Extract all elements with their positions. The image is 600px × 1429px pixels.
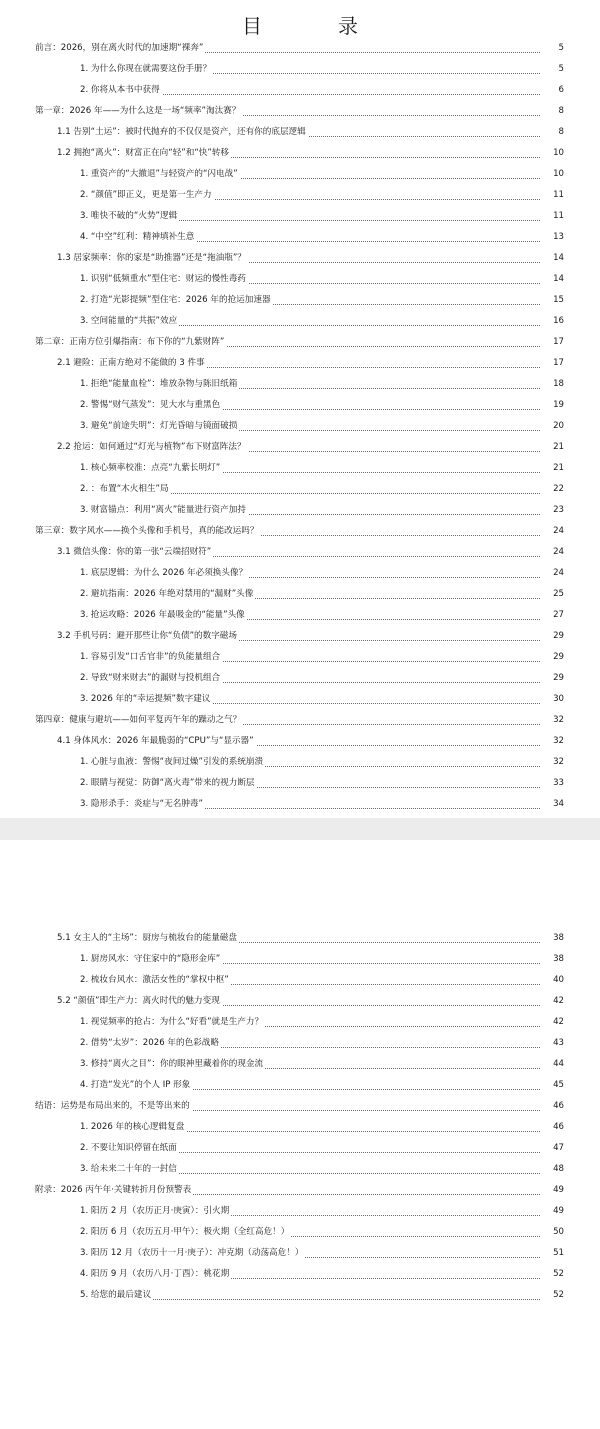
toc-entry-title: 第四章：健康与避坑——如何平复丙午年的躁动之气？ xyxy=(35,710,243,731)
toc-entry-title: 2. ：布置“木火相生”局 xyxy=(80,479,171,500)
toc-subsection-entry[interactable] xyxy=(0,500,600,521)
toc-page-number: 17 xyxy=(540,332,564,353)
toc-chapter-entry[interactable] xyxy=(0,101,600,122)
toc-entry-title: 2. 不要让知识停留在纸面 xyxy=(80,1138,179,1159)
toc-page-number: 51 xyxy=(540,1243,564,1264)
toc-subsection-entry[interactable] xyxy=(0,1222,600,1243)
toc-subsection-entry[interactable] xyxy=(0,1054,600,1075)
toc-entry-title: 2. 眼睛与视觉：防御“离火毒”带来的视力断层 xyxy=(80,773,257,794)
toc-page-number: 49 xyxy=(540,1201,564,1222)
toc-subsection-entry[interactable] xyxy=(0,1033,600,1054)
toc-entry-title: 3. 给未来二十年的一封信 xyxy=(80,1159,179,1180)
toc-page-number: 24 xyxy=(540,542,564,563)
toc-page-number: 32 xyxy=(540,710,564,731)
toc-entry-title: 3. 抢运攻略：2026 年最吸金的“能量”头像 xyxy=(80,605,247,626)
toc-page-number: 42 xyxy=(540,991,564,1012)
toc-page-number: 24 xyxy=(540,521,564,542)
toc-page-number: 24 xyxy=(540,563,564,584)
toc-page-number: 27 xyxy=(540,605,564,626)
toc-entry-title: 1. 2026 年的核心逻辑复盘 xyxy=(80,1117,186,1138)
toc-entry-title: 第二章：正南方位引爆指南：布下你的“九紫财阵” xyxy=(35,332,226,353)
page-gap xyxy=(0,818,600,840)
toc-entry-title: 1.3 居家频率：你的家是“助推器”还是“拖油瓶”？ xyxy=(57,248,248,269)
toc-section-entry[interactable] xyxy=(0,143,600,164)
toc-subsection-entry[interactable] xyxy=(0,1138,600,1159)
toc-title: 目 录 xyxy=(242,14,386,38)
toc-entry-title: 1. 阳历 2 月（农历正月·庚寅）：引火期 xyxy=(80,1201,231,1222)
toc-subsection-entry[interactable] xyxy=(0,584,600,605)
toc-page-number: 52 xyxy=(540,1264,564,1285)
toc-entry-title: 1.1 告别“土运”：被时代抛弃的不仅仅是资产，还有你的底层逻辑 xyxy=(57,122,308,143)
toc-chapter-entry[interactable] xyxy=(0,521,600,542)
toc-page-number: 49 xyxy=(540,1180,564,1201)
toc-page-number: 22 xyxy=(540,479,564,500)
toc-entry-title: 4. “中空”红利：精神填补生意 xyxy=(80,227,196,248)
toc-subsection-entry[interactable] xyxy=(0,605,600,626)
toc-page-number: 44 xyxy=(540,1054,564,1075)
toc-page-number: 29 xyxy=(540,668,564,689)
toc-subsection-entry[interactable] xyxy=(0,80,600,101)
toc-subsection-entry[interactable] xyxy=(0,416,600,437)
toc-section-entry[interactable] xyxy=(0,353,600,374)
toc-page-number: 23 xyxy=(540,500,564,521)
toc-subsection-entry[interactable] xyxy=(0,752,600,773)
toc-chapter-entry[interactable] xyxy=(0,710,600,731)
toc-page-number: 42 xyxy=(540,1012,564,1033)
toc-subsection-entry[interactable] xyxy=(0,773,600,794)
toc-subsection-entry[interactable] xyxy=(0,1243,600,1264)
toc-page-number: 50 xyxy=(540,1222,564,1243)
toc-page-number: 20 xyxy=(540,416,564,437)
toc-chapter-entry[interactable] xyxy=(0,38,600,59)
toc-page-number: 11 xyxy=(540,185,564,206)
toc-entry-title: 附录：2026 丙午年·关键转折月份预警表 xyxy=(35,1180,193,1201)
toc-page-number: 32 xyxy=(540,752,564,773)
toc-page-number: 19 xyxy=(540,395,564,416)
toc-subsection-entry[interactable] xyxy=(0,164,600,185)
toc-entry-title: 3. 修持“离火之目”：你的眼神里藏着你的现金流 xyxy=(80,1054,265,1075)
toc-entry-title: 3. 2026 年的“幸运提频”数字建议 xyxy=(80,689,212,710)
toc-page-number: 40 xyxy=(540,970,564,991)
toc-page-number: 29 xyxy=(540,626,564,647)
toc-page-number: 11 xyxy=(540,206,564,227)
toc-section-entry[interactable] xyxy=(0,731,600,752)
toc-page-number: 38 xyxy=(540,928,564,949)
toc-subsection-entry[interactable] xyxy=(0,458,600,479)
toc-section-entry[interactable] xyxy=(0,991,600,1012)
toc-entry-title: 4. 阳历 9 月（农历八月·丁酉）：桃花期 xyxy=(80,1264,231,1285)
toc-page-number: 46 xyxy=(540,1096,564,1117)
toc-entry-title: 1. 视觉频率的抢占：为什么“好看”就是生产力？ xyxy=(80,1012,265,1033)
toc-entry-title: 2. 避坑指南：2026 年绝对禁用的“漏财”头像 xyxy=(80,584,255,605)
toc-page-number: 46 xyxy=(540,1117,564,1138)
toc-entry-title: 3. 避免“前途失明”：灯光昏暗与镜面破损 xyxy=(80,416,239,437)
toc-entry-title: 第三章：数字风水——换个头像和手机号，真的能改运吗？ xyxy=(35,521,260,542)
toc-page-number: 45 xyxy=(540,1075,564,1096)
toc-subsection-entry[interactable] xyxy=(0,374,600,395)
toc-page-number: 8 xyxy=(540,101,564,122)
toc-subsection-entry[interactable] xyxy=(0,668,600,689)
toc-page-number: 21 xyxy=(540,458,564,479)
toc-subsection-entry[interactable] xyxy=(0,1201,600,1222)
toc-subsection-entry[interactable] xyxy=(0,395,600,416)
toc-page-number: 43 xyxy=(540,1033,564,1054)
toc-entry-title: 2. 梳妆台风水：激活女性的“掌权中枢” xyxy=(80,970,231,991)
toc-page-number: 14 xyxy=(540,269,564,290)
toc-page-number: 17 xyxy=(540,353,564,374)
toc-page-number: 16 xyxy=(540,311,564,332)
toc-subsection-entry[interactable] xyxy=(0,794,600,815)
toc-subsection-entry[interactable] xyxy=(0,290,600,311)
toc-entry-title: 3. 空间能量的“共振”效应 xyxy=(80,311,179,332)
toc-chapter-entry[interactable] xyxy=(0,332,600,353)
toc-page-number: 30 xyxy=(540,689,564,710)
toc-entry-title: 第一章：2026 年——为什么这是一场“频率”淘汰赛？ xyxy=(35,101,242,122)
toc-entry-title: 1. 心脏与血液：警惕“夜间过燥”引发的系统崩溃 xyxy=(80,752,265,773)
toc-subsection-entry[interactable] xyxy=(0,59,600,80)
toc-entry-title: 3.2 手机号码：避开那些让你“负债”的数字磁场 xyxy=(57,626,239,647)
toc-page-number: 47 xyxy=(540,1138,564,1159)
toc-entry-title: 2. 警惕“财气蒸发”：见大水与重黑色 xyxy=(80,395,222,416)
toc-page-number: 52 xyxy=(540,1285,564,1306)
toc-subsection-entry[interactable] xyxy=(0,647,600,668)
toc-subsection-entry[interactable] xyxy=(0,1159,600,1180)
toc-entry-title: 2. “颜值”即正义，更是第一生产力 xyxy=(80,185,214,206)
toc-entry-title: 3.1 微信头像：你的第一张“云端招财符” xyxy=(57,542,213,563)
toc-entry-title: 前言：2026，别在离火时代的加速期“裸奔” xyxy=(35,38,205,59)
toc-entry-title: 3. 阳历 12 月（农历十一月·庚子）：冲克期（动荡高危！） xyxy=(80,1243,305,1264)
toc-subsection-entry[interactable] xyxy=(0,563,600,584)
toc-subsection-entry[interactable] xyxy=(0,311,600,332)
toc-subsection-entry[interactable] xyxy=(0,1075,600,1096)
toc-page-number: 38 xyxy=(540,949,564,970)
toc-entry-title: 1. 识别“低频重水”型住宅：财运的慢性毒药 xyxy=(80,269,248,290)
toc-subsection-entry[interactable] xyxy=(0,206,600,227)
toc-chapter-entry[interactable] xyxy=(0,1096,600,1117)
toc-page-number: 6 xyxy=(540,80,564,101)
toc-entry-title: 3. 财富锚点：利用“离火”能量进行资产加持 xyxy=(80,500,248,521)
toc-page-number: 29 xyxy=(540,647,564,668)
toc-page-number: 5 xyxy=(540,38,564,59)
toc-section-entry[interactable] xyxy=(0,437,600,458)
toc-page-number: 13 xyxy=(540,227,564,248)
toc-section-entry[interactable] xyxy=(0,542,600,563)
toc-page-number: 5 xyxy=(540,59,564,80)
toc-section-entry[interactable] xyxy=(0,122,600,143)
toc-page-number: 10 xyxy=(540,143,564,164)
toc-entry-title: 2. 打造“光影提频”型住宅：2026 年的抢运加速器 xyxy=(80,290,273,311)
toc-subsection-entry[interactable] xyxy=(0,949,600,970)
toc-entry-title: 4. 打造“发光”的个人 IP 形象 xyxy=(80,1075,192,1096)
toc-entry-title: 1. 重资产的“大撤退”与轻资产的“闪电战” xyxy=(80,164,240,185)
toc-page-number: 25 xyxy=(540,584,564,605)
toc-subsection-entry[interactable] xyxy=(0,1012,600,1033)
toc-section-entry[interactable] xyxy=(0,248,600,269)
toc-entry-title: 1. 底层逻辑：为什么 2026 年必须换头像？ xyxy=(80,563,249,584)
toc-entry-title: 1. 拒绝“能量血栓”：堆放杂物与陈旧纸箱 xyxy=(80,374,239,395)
toc-page-number: 48 xyxy=(540,1159,564,1180)
toc-entry-title: 结语：运势是布局出来的，不是等出来的 xyxy=(35,1096,192,1117)
toc-list xyxy=(0,38,600,920)
toc-entry-title: 1. 核心频率校准：点亮“九紫长明灯” xyxy=(80,458,222,479)
toc-entry-title: 1. 厨房风水：守住家中的“隐形金库” xyxy=(80,949,222,970)
toc-subsection-entry[interactable] xyxy=(0,269,600,290)
toc-entry-title: 2. 阳历 6 月（农历五月·甲午）：极火期（全红高危！） xyxy=(80,1222,291,1243)
toc-subsection-entry[interactable] xyxy=(0,479,600,500)
toc-chapter-entry[interactable] xyxy=(0,1180,600,1201)
toc-page-number: 18 xyxy=(540,374,564,395)
toc-page-number: 8 xyxy=(540,122,564,143)
toc-page-number: 21 xyxy=(540,437,564,458)
toc-subsection-entry[interactable] xyxy=(0,1264,600,1285)
toc-section-entry[interactable] xyxy=(0,626,600,647)
toc-page-number: 15 xyxy=(540,290,564,311)
toc-subsection-entry[interactable] xyxy=(0,970,600,991)
toc-entry-title: 1. 为什么你现在就需要这份手册？ xyxy=(80,59,213,80)
toc-entry-title: 4.1 身体风水：2026 年最脆弱的“CPU”与“显示器” xyxy=(57,731,256,752)
toc-entry-title: 2.2 抢运：如何通过“灯光与植物”布下财富阵法？ xyxy=(57,437,248,458)
toc-entry-title: 3. 唯快不破的“火势”逻辑 xyxy=(80,206,179,227)
toc-entry-title: 1.2 拥抱“离火”：财富正在向“轻”和“快”转移 xyxy=(57,143,231,164)
toc-entry-title: 1. 容易引发“口舌官非”的负能量组合 xyxy=(80,647,222,668)
toc-section-entry[interactable] xyxy=(0,928,600,949)
toc-page-number: 10 xyxy=(540,164,564,185)
toc-list xyxy=(0,928,600,1306)
toc-page-number: 14 xyxy=(540,248,564,269)
toc-page-number: 34 xyxy=(540,794,564,815)
toc-subsection-entry[interactable] xyxy=(0,1285,600,1306)
toc-entry-title: 2. 你将从本书中获得 xyxy=(80,80,162,101)
toc-entry-title: 5. 给您的最后建议 xyxy=(80,1285,153,1306)
toc-page-number: 32 xyxy=(540,731,564,752)
toc-entry-title: 2. 借势“太岁”：2026 年的色彩战略 xyxy=(80,1033,221,1054)
toc-entry-title: 5.1 女主人的“主场”：厨房与梳妆台的能量磁盘 xyxy=(57,928,239,949)
toc-page-number: 33 xyxy=(540,773,564,794)
toc-subsection-entry[interactable] xyxy=(0,227,600,248)
toc-subsection-entry[interactable] xyxy=(0,689,600,710)
toc-entry-title: 3. 隐形杀手：炎症与“无名肿毒” xyxy=(80,794,205,815)
toc-subsection-entry[interactable] xyxy=(0,185,600,206)
toc-entry-title: 5.2 “颜值”即生产力：离火时代的魅力变现 xyxy=(57,991,222,1012)
toc-subsection-entry[interactable] xyxy=(0,1117,600,1138)
document-page-2 xyxy=(0,840,600,1429)
toc-entry-title: 2. 导致“财来财去”的漏财与投机组合 xyxy=(80,668,222,689)
toc-entry-title: 2.1 避险：正南方绝对不能做的 3 件事 xyxy=(57,353,207,374)
